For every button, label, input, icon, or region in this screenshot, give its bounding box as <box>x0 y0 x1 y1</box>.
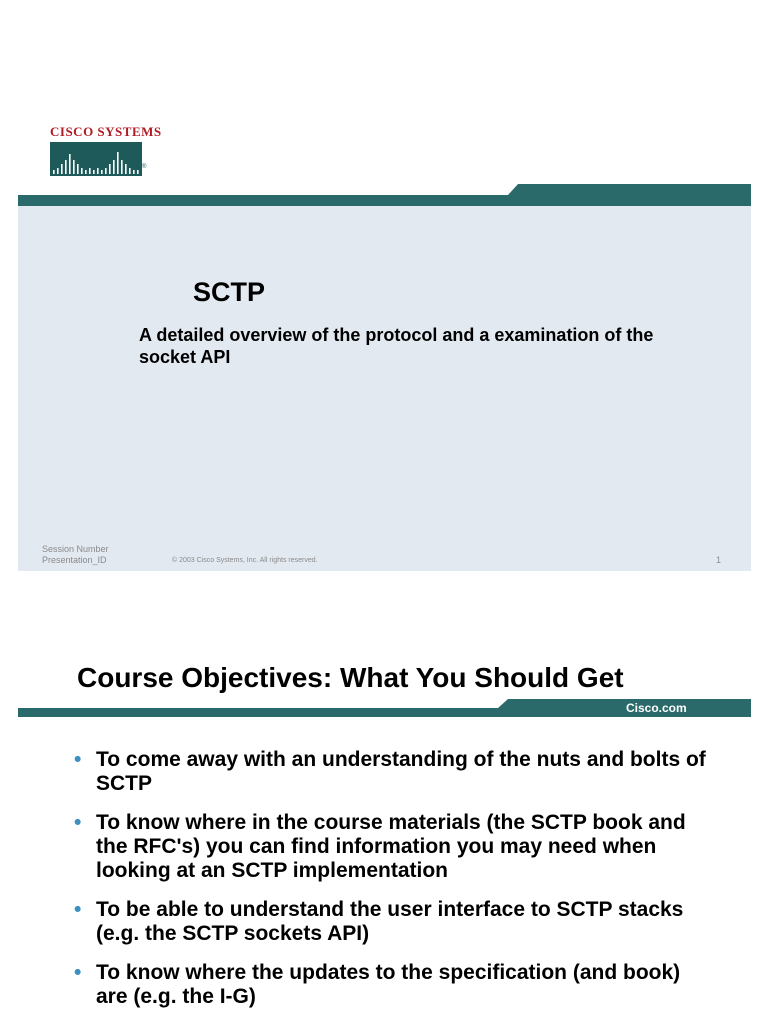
cisco-com-label: Cisco.com <box>626 701 687 715</box>
logo-wordmark: CISCO SYSTEMS <box>50 124 162 139</box>
list-item <box>74 811 714 883</box>
bullet-text: To know where the updates to the specification (and book) are (e.g. the I-G) <box>96 961 681 1008</box>
bullet-text: To come away with an understanding of the nuts and bolts of SCTP <box>96 748 706 795</box>
slide-title: SCTP <box>193 277 266 307</box>
copyright-text: © 2003 Cisco Systems, Inc. All rights reserved. <box>172 557 318 564</box>
bullet-icon: • <box>74 748 82 771</box>
list-item <box>74 898 714 946</box>
slide-subtitle: A detailed overview of the protocol and a examination of the socket API <box>139 325 654 367</box>
registered-mark: ® <box>142 164 147 170</box>
slide-title: Course Objectives: What You Should Get <box>77 662 624 693</box>
list-item <box>74 748 714 796</box>
presentation-id: Presentation_ID <box>42 555 107 565</box>
logo-bridge-icon <box>50 142 147 176</box>
objectives-list <box>74 748 714 1024</box>
title-band <box>18 184 751 206</box>
cisco-logo <box>50 124 162 176</box>
bullet-text: To know where in the course materials (the SCTP book and the RFC's) you can find information you may need when looking at an SCTP implementation <box>96 811 686 882</box>
session-number: Session Number <box>42 544 109 554</box>
bullet-icon: • <box>74 811 82 834</box>
page-number: 1 <box>716 555 722 565</box>
footer-session <box>42 544 109 566</box>
title-panel <box>18 206 751 571</box>
bullet-icon: • <box>74 898 82 921</box>
bullet-icon: • <box>74 961 82 984</box>
list-item <box>74 961 714 1009</box>
bullet-text: To be able to understand the user interface to SCTP stacks (e.g. the SCTP sockets API) <box>96 898 684 945</box>
